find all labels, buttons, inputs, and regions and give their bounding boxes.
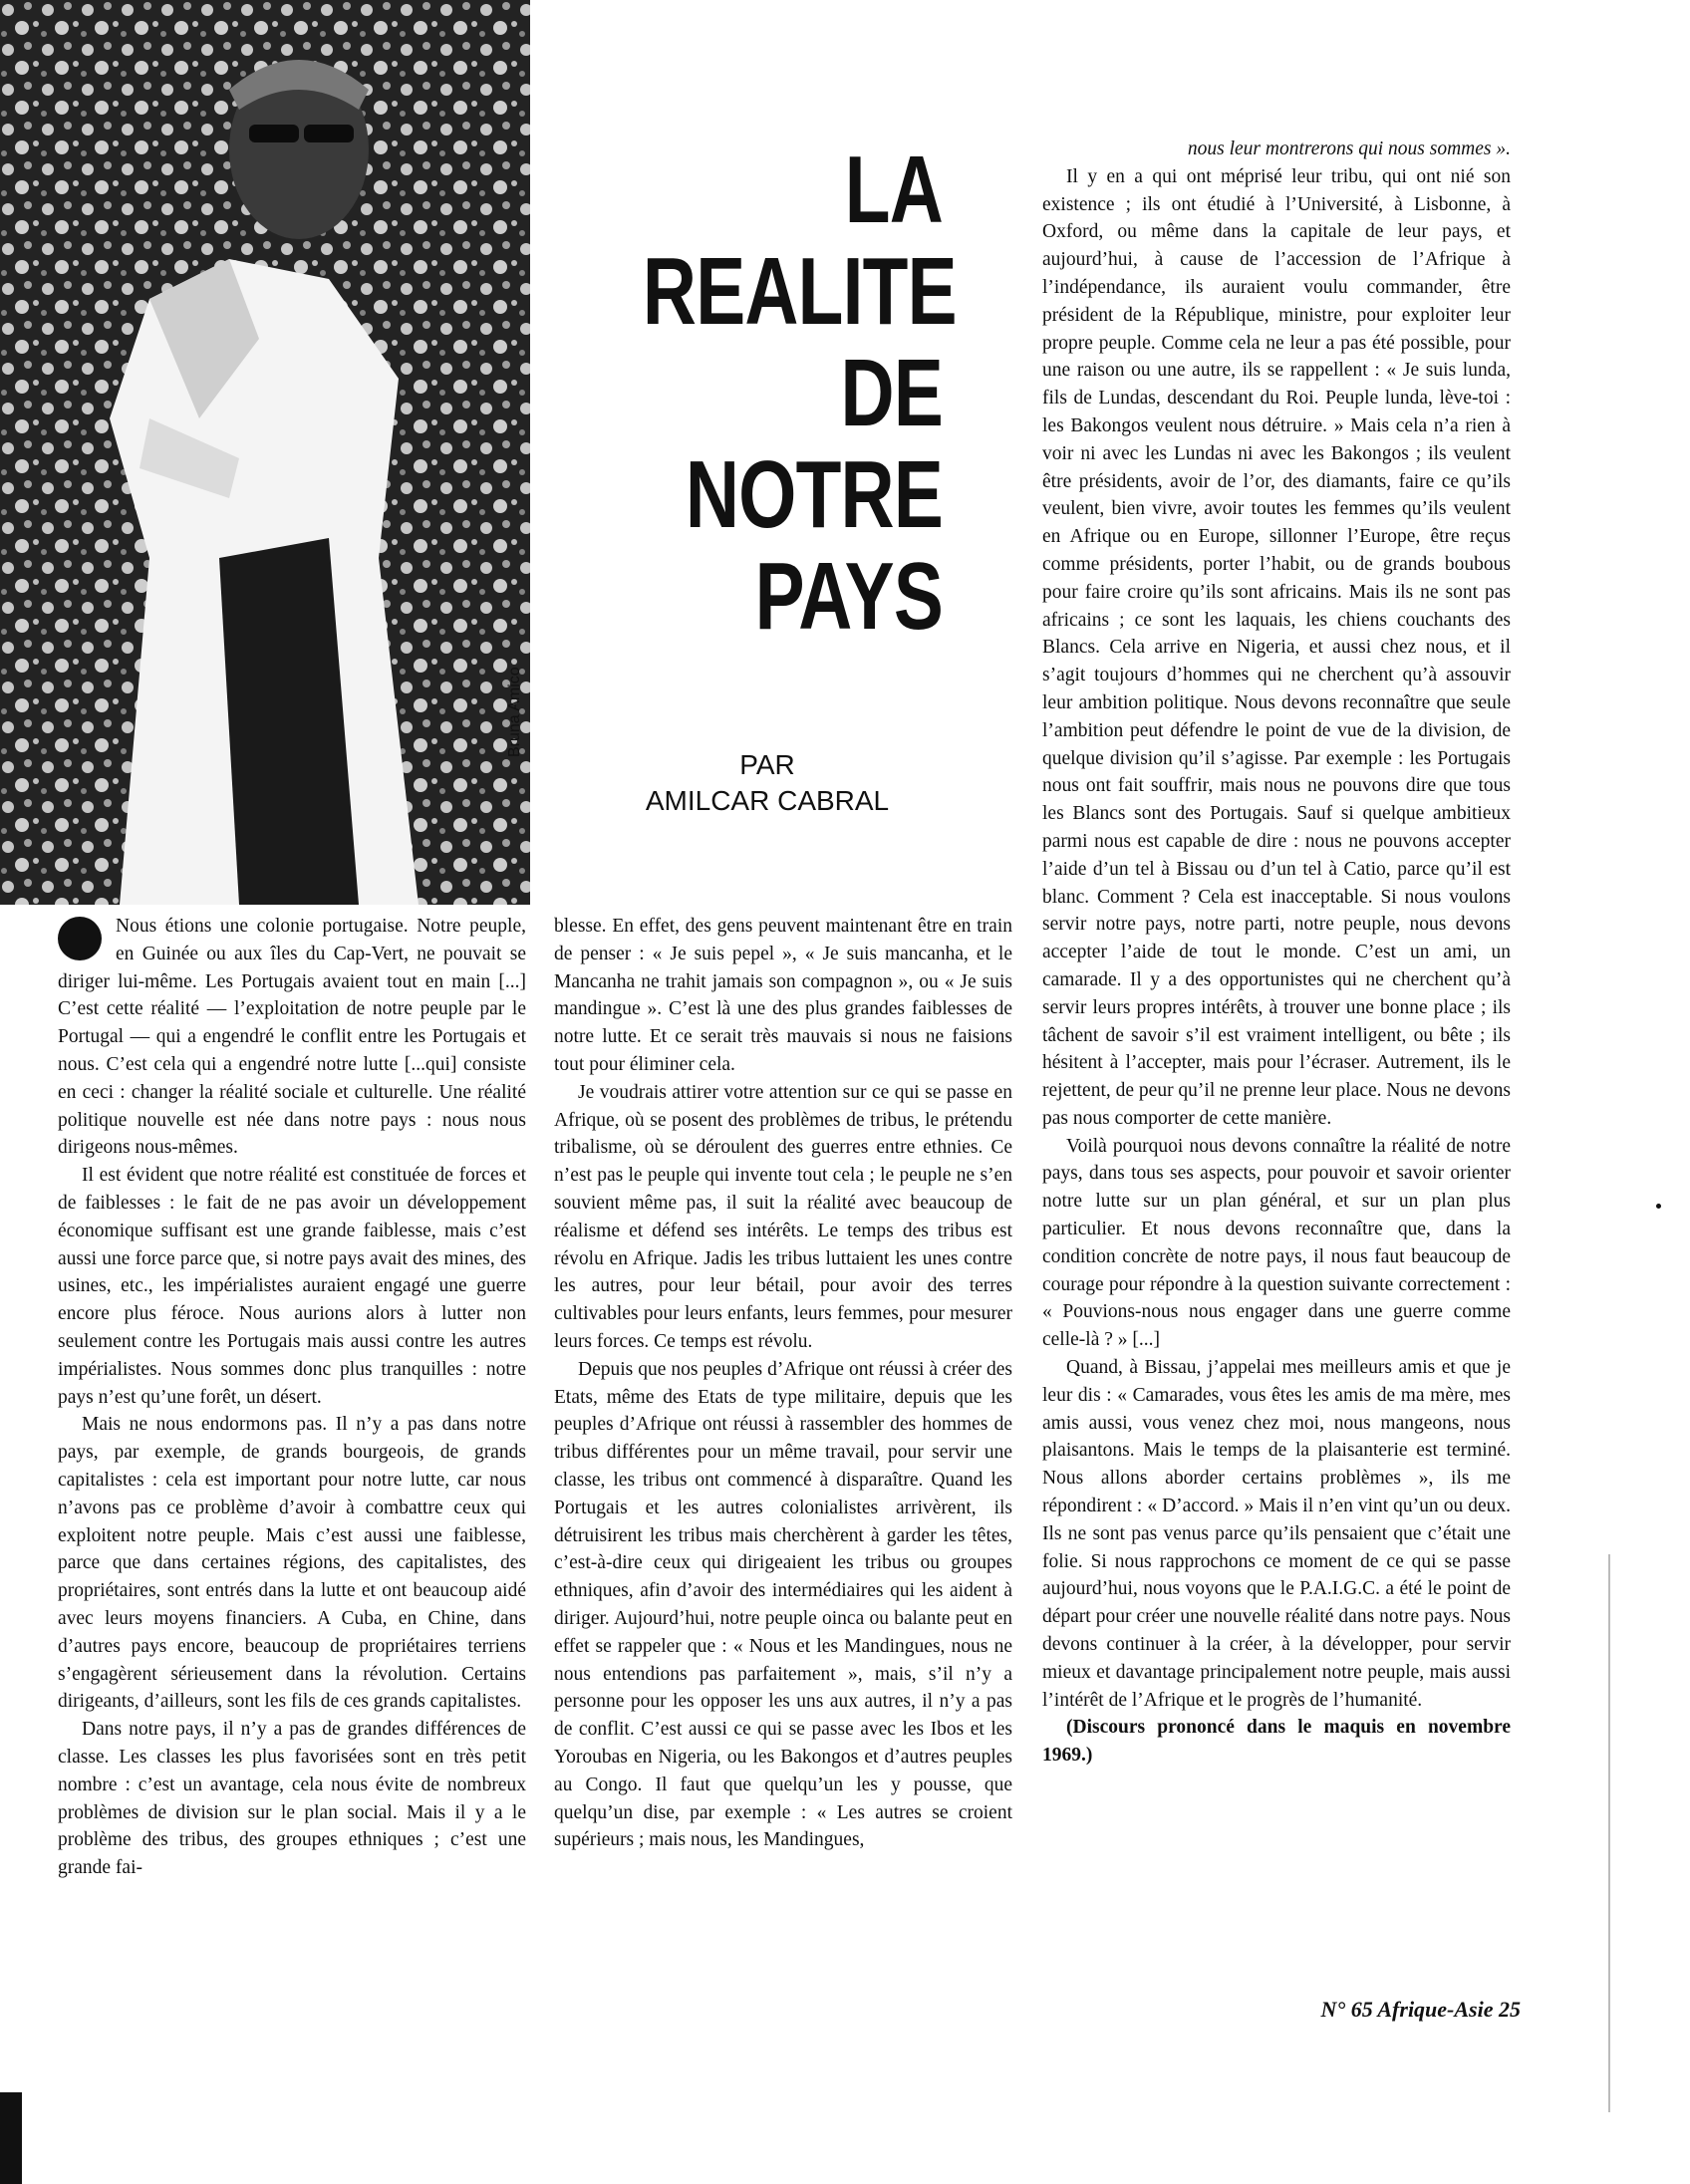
photo-illustration bbox=[0, 0, 530, 905]
byline bbox=[598, 747, 937, 819]
photo-credit: Bruna Amico bbox=[506, 667, 523, 757]
paragraph: nous leur montrerons qui nous sommes ». bbox=[1187, 138, 1511, 159]
text-column-3 bbox=[1042, 136, 1511, 1770]
scan-dot-mark bbox=[1656, 1204, 1661, 1209]
paragraph-text: Nous étions une colonie portugaise. Notre peuple, en Guinée ou aux îles du Cap-Vert, ne pouvait se diriger lui-même. Les Portugais avaient tout en main [...] C’est cette réalité — l’exploitation de notre peuple par le Portugal — qui a engendré le conflit entre les Portugais et nous. C’est cela qui a engendré notre lutte [...qui] consiste en ceci : changer la réalité sociale et culturelle. Une réalité politique nouvelle est née dans notre pays : nous nous dirigeons nous-mêmes. bbox=[58, 916, 526, 1159]
page-footer: N° 65 Afrique-Asie 25 bbox=[1320, 1997, 1521, 2022]
paragraph: Dans notre pays, il n’y a pas de grandes différences de classe. Les classes les plus favorisées sont en très petit nombre : c’est un avantage, cela nous évite de nombreux problèmes de division sur le plan social. Mais il y a le problème des tribus, des groupes ethniques ; c’est une grande fai- bbox=[58, 1719, 526, 1879]
title-line: PAYS bbox=[754, 543, 943, 650]
paragraph bbox=[58, 913, 526, 1162]
paragraph: Mais ne nous endormons pas. Il n’y a pas dans notre pays, par exemple, de grands bourgeois, de grands capitalistes : cela est important pour notre lutte, car nous n’avons pas ce problème d’avoir à combattre ceux qui exploitent notre peuple. Mais c’est aussi une faiblesse, parce que dans certaines régions, des capitalistes, des propriétaires, sont entrés dans la lutte et ont beaucoup aidé avec leurs moyens financiers. A Cuba, en Chine, dans d’autres pays encore, beaucoup de propriétaires terriens s’engagèrent sérieusement dans la révolution. Certains dirigeants, d’ailleurs, sont les fils de ces grands capitalistes. bbox=[58, 1414, 526, 1713]
speech-attribution: (Discours prononcé dans le maquis en novembre 1969.) bbox=[1042, 1717, 1511, 1767]
paragraph: Depuis que nos peuples d’Afrique ont réussi à créer des Etats, même des Etats de type militaire, depuis que les peuples d’Afrique ont réussi à rassembler des hommes de tribus différentes pour un même travail, pour servir une classe, les tribus ont commencé à disparaître. Quand les Portugais et les autres colonialistes arrivèrent, ils détruisirent les tribus mais cherchèrent à garder les têtes, c’est-à-dire ceux qui dirigeaient les tribus ou groupes ethniques, afin d’avoir des intermédiaires qui les aident à diriger. Aujourd’hui, notre peuple oinca ou balante peut en effet se rappeler que : « Nous et les Mandingues, nous ne nous entendions pas parfaitement », mais, s’il n’y a personne pour les opposer les uns aux autres, il n’y a pas de conflit. C’est aussi ce qui se passe avec les Ibos et les Yoroubas en Nigeria, ou les Bakongos et d’autres peuples au Congo. Il faut que quelqu’un les y pousse, que quelqu’un dise, par exemple : « Les autres se croient supérieurs ; mais nous, les Mandingues, bbox=[554, 1358, 1012, 1851]
paragraph: Il y en a qui ont méprisé leur tribu, qui ont nié son existence ; ils ont étudié à l’Université, à Lisbonne, à Oxford, ou même dans la capitale de leur pays, et aujourd’hui, à cause de l’accession de l’Afrique à l’indépendance, ils auraient voulu commander, être président de la République, ministre, pour exploiter leur propre peuple. Comme cela ne leur a pas été possible, pour une raison ou une autre, ils se rappellent : « Je suis lunda, fils de Lundas, descendant du Roi. Peuple lunda, lève-toi : les Bakongos veulent nous détruire. » Mais cela n’a rien à voir ni avec les Lundas ni avec les Bakongos ; ils veulent être présidents, avoir de l’or, des diamants, faire ce qu’ils veulent, bien vivre, avoir toutes les femmes qu’ils veulent en Afrique ou en Europe, sillonner l’Europe, être reçus comme présidents, porter l’habit, ou de grands boubous pour faire croire qu’ils sont africains. Mais ils ne sont pas africains ; ce sont les laquais, les chiens couchants des Blancs. Cela arrive en Nigeria, et aussi chez nous, et il s’agit toujours d’hommes qui ne cherchent qu’à assouvir leur ambition politique. Nous devons reconnaître que seule l’ambition peut défendre le point de vue de la division, de quelque division qu’il s’agisse. Par exemple : les Portugais nous ont fait souffrir, mais nous ne pouvons dire que tous les Blancs sont des Portugais. Sauf si quelque ambitieux parmi nous est capable de dire : nous ne pouvons accepter l’aide d’un tel à Bissau ou d’un tel à Catio, parce qu’il est blanc. Comment ? Cela est inacceptable. Si nous voulons servir notre pays, notre parti, notre peuple, nous devons accepter l’aide de tout le monde. C’est un ami, un camarade. Il y a des opportunistes qui ne cherchent qu’à servir leurs propres intérêts, à trouver une bonne place ; ils tâchent de savoir s’il est vraiment intelligent, ou bête ; ils hésitent à l’accepter, mais pour l’écraser. Autrement, ils le rejettent, de peur qu’il ne prenne leur place. Nous ne devons pas nous comporter de cette manière. bbox=[1042, 165, 1511, 1129]
paragraph: Il est évident que notre réalité est constituée de forces et de faiblesses : le fait de ne pas avoir un développement économique suffisant est une grande faiblesse, mais c’est aussi une force parce que, si notre pays avait des mines, des usines, etc., les impérialistes auraient engagé une guerre encore plus féroce. Nous aurions alors à lutter non seulement contre les Portugais mais aussi contre les autres impérialistes. Nous sommes donc plus tranquilles : notre pays n’est qu’une forêt, un désert. bbox=[58, 1165, 526, 1408]
article-title bbox=[558, 136, 957, 650]
article-photo bbox=[0, 0, 530, 905]
title-line: DE bbox=[840, 340, 943, 446]
paragraph: Voilà pourquoi nous devons connaître la réalité de notre pays, dans tous ses aspects, pour pouvoir et savoir orienter notre lutte sur un plan général, et sur un plan plus particulier. Et nous devons reconnaître que, dans la condition concrète de notre pays, il nous faut beaucoup de courage pour répondre à la question suivante correctement : « Pouvions-nous nous engager dans une guerre comme celle-là ? » [...] bbox=[1042, 1135, 1511, 1351]
text-column-2 bbox=[554, 913, 1012, 1854]
byline-by: PAR bbox=[739, 749, 795, 780]
drop-bullet-icon bbox=[58, 917, 102, 960]
title-line: LA bbox=[844, 136, 943, 243]
paragraph: Je voudrais attirer votre attention sur ce qui se passe en Afrique, où se posent des problèmes de tribus, le prétendu tribalisme, où se déroulent des guerres entre ethnies. Ce n’est pas le peuple qui invente tout cela ; le peuple ne s’en souvient même pas, il suit la réalité avec beaucoup de réalisme et défend ses intérêts. Le temps des tribus est révolu en Afrique. Jadis les tribus luttaient les unes contre les autres, pour leur bétail, pour avoir des terres cultivables pour leurs enfants, leurs femmes, pour mesurer leurs forces. Ce temps est révolu. bbox=[554, 1081, 1012, 1352]
title-line: REALITE bbox=[642, 238, 957, 345]
byline-author: AMILCAR CABRAL bbox=[645, 785, 890, 816]
scan-line-mark bbox=[1608, 1554, 1610, 2112]
paragraph: blesse. En effet, des gens peuvent maintenant être en train de penser : « Je suis pepel », « Je suis mancanha, et le Mancanha ne trahit jamais son compagnon », ou « Je suis mandingue ». C’est là une des plus grandes faiblesses de notre lutte. Et ce serait très mauvais si nous ne faisions tout pour éliminer cela. bbox=[554, 916, 1012, 1075]
title-line: NOTRE bbox=[685, 441, 943, 548]
scan-edge-mark bbox=[0, 2092, 22, 2184]
text-column-1 bbox=[58, 913, 526, 1882]
paragraph: Quand, à Bissau, j’appelai mes meilleurs amis et que je leur dis : « Camarades, vous êtes les amis de ma mère, mes amis aussi, vous venez chez moi, nous mangeons, nous plaisantons. Mais le temps de la plaisanterie est terminé. Nous allons aborder certains problèmes », ils me répondirent : « D’accord. » Mais il n’en vint qu’un ou deux. Ils ne sont pas venus parce qu’ils pensaient que c’était une folie. Si nous rapprochons ce moment de ce qui se passe aujourd’hui, nous voyons que le P.A.I.G.C. a été le point de départ pour créer une nouvelle réalité dans notre pays. Nous devons continuer à la créer, à la développer, pour servir mieux et davantage principalement notre peuple, mais aussi l’intérêt de l’Afrique et le progrès de l’humanité. bbox=[1042, 1357, 1511, 1711]
